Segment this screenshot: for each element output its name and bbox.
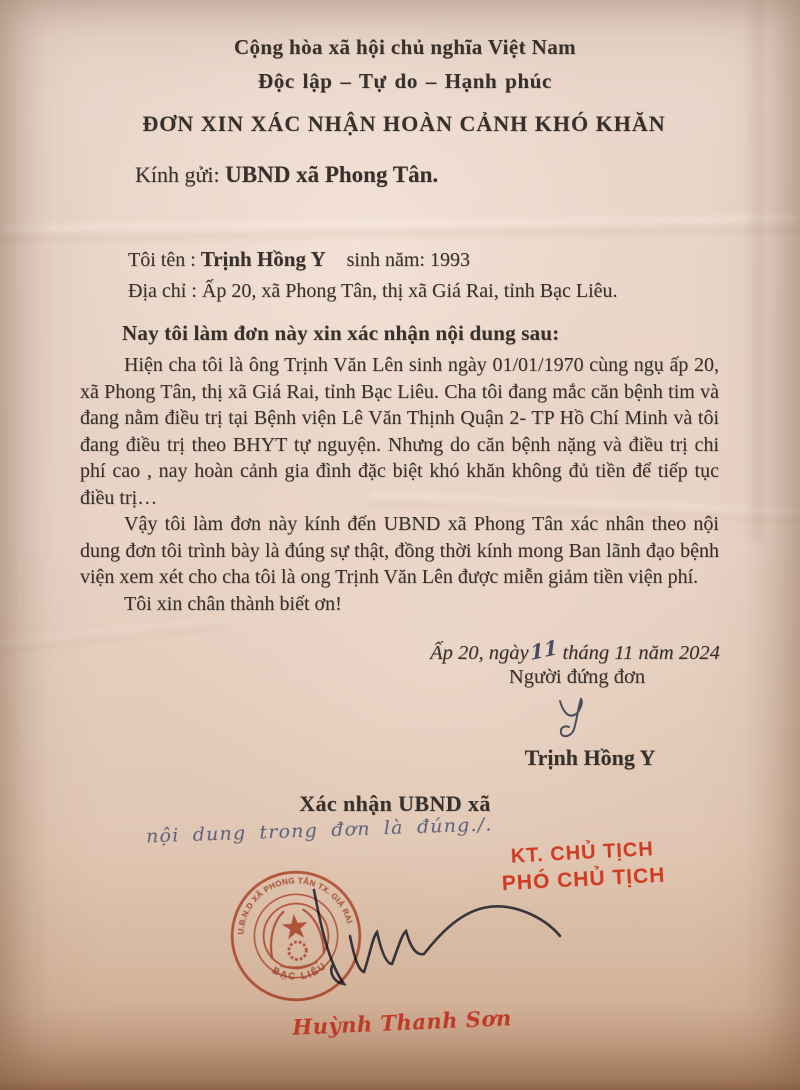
body-text (80, 352, 719, 617)
title-line-kt-chu-tich: KT. CHỦ TỊCH (510, 838, 655, 868)
birth-label: sinh năm: (346, 249, 425, 271)
declarant-address-line (128, 280, 618, 303)
address-label: Địa chỉ : (128, 280, 197, 302)
handwritten-note: nội dung trong đơn là đúng./. (145, 813, 493, 848)
signer-name: Trịnh Hồng Y (524, 745, 656, 770)
official-signature (298, 884, 578, 1004)
name-label: Tôi tên : (128, 249, 196, 271)
signer-role: Người đứng đơn (508, 666, 646, 688)
title-line-pho-chu-tich: PHÓ CHỦ TỊCH (501, 863, 666, 896)
declarant-name-line (128, 247, 470, 272)
recipient-value: UBND xã Phong Tân. (225, 162, 439, 187)
paper-crease (0, 616, 230, 657)
statement-heading: Nay tôi làm đơn này xin xác nhận nội dung sau: (122, 321, 560, 345)
document-title: ĐƠN XIN XÁC NHẬN HOÀN CẢNH KHÓ KHĂN (142, 111, 666, 136)
handwritten-day: 11 (529, 635, 559, 665)
emblem-wreath-left (267, 911, 289, 959)
date-line (390, 635, 760, 665)
closing-thanks: Tôi xin chân thành biết ơn! (124, 592, 342, 615)
paragraph: Hiện cha tôi là ông Trịnh Văn Lên sinh ngày 01/01/1970 cùng ngụ ấp 20, xã Phong Tân, thị xã Giá Rai, tỉnh Bạc Liêu. Cha tôi đang mắc căn bệnh tim và đang nằm điều trị tại Bệnh viện Lê Văn Thịnh Quận 2- TP Hồ Chí Minh và tôi đang điều trị theo BHYT tự nguyện. Nhưng do căn bệnh nặng và điều trị chi phí cao , nay hoàn cảnh gia đình đặc biệt khó khăn không đủ tiền để tiếp tục điều trị… (80, 354, 719, 509)
confirmation-heading: Xác nhận UBND xã (299, 791, 491, 816)
paragraph: Vậy tôi làm đơn này kính đến UBND xã Phong Tân xác nhân theo nội dung đơn tôi trình bày là đúng sự thật, đồng thời kính mong Ban lãnh đạo bệnh viện xem xét cho cha tôi là ong Trịnh Văn Lên được miễn giảm tiền viện phí. (80, 513, 719, 588)
seal-ring-text-top: U.B.N.D XÃ PHONG TÂN TX. GIÁ RAI (236, 876, 355, 935)
recipient-label: Kính gửi: (135, 162, 220, 187)
recipient-line (135, 162, 438, 188)
paper-crease (0, 215, 800, 245)
national-motto: Độc lập – Tự do – Hạnh phúc (258, 69, 552, 93)
seal-ring-text-bottom: BẠC LIÊU (270, 960, 330, 983)
declarant-name: Trịnh Hồng Y (200, 247, 326, 271)
birth-year: 1993 (429, 249, 470, 271)
date-suffix: tháng 11 năm 2024 (562, 642, 720, 664)
declarant-address: Ấp 20, xã Phong Tân, thị xã Giá Rai, tỉnh Bạc Liêu. (201, 280, 618, 302)
national-title: Cộng hòa xã hội chủ nghĩa Việt Nam (233, 35, 577, 59)
date-prefix: Ấp 20, ngày (430, 642, 529, 664)
declarant-signature (554, 694, 588, 740)
official-name: Huỳnh Thanh Sơn (291, 1005, 513, 1040)
